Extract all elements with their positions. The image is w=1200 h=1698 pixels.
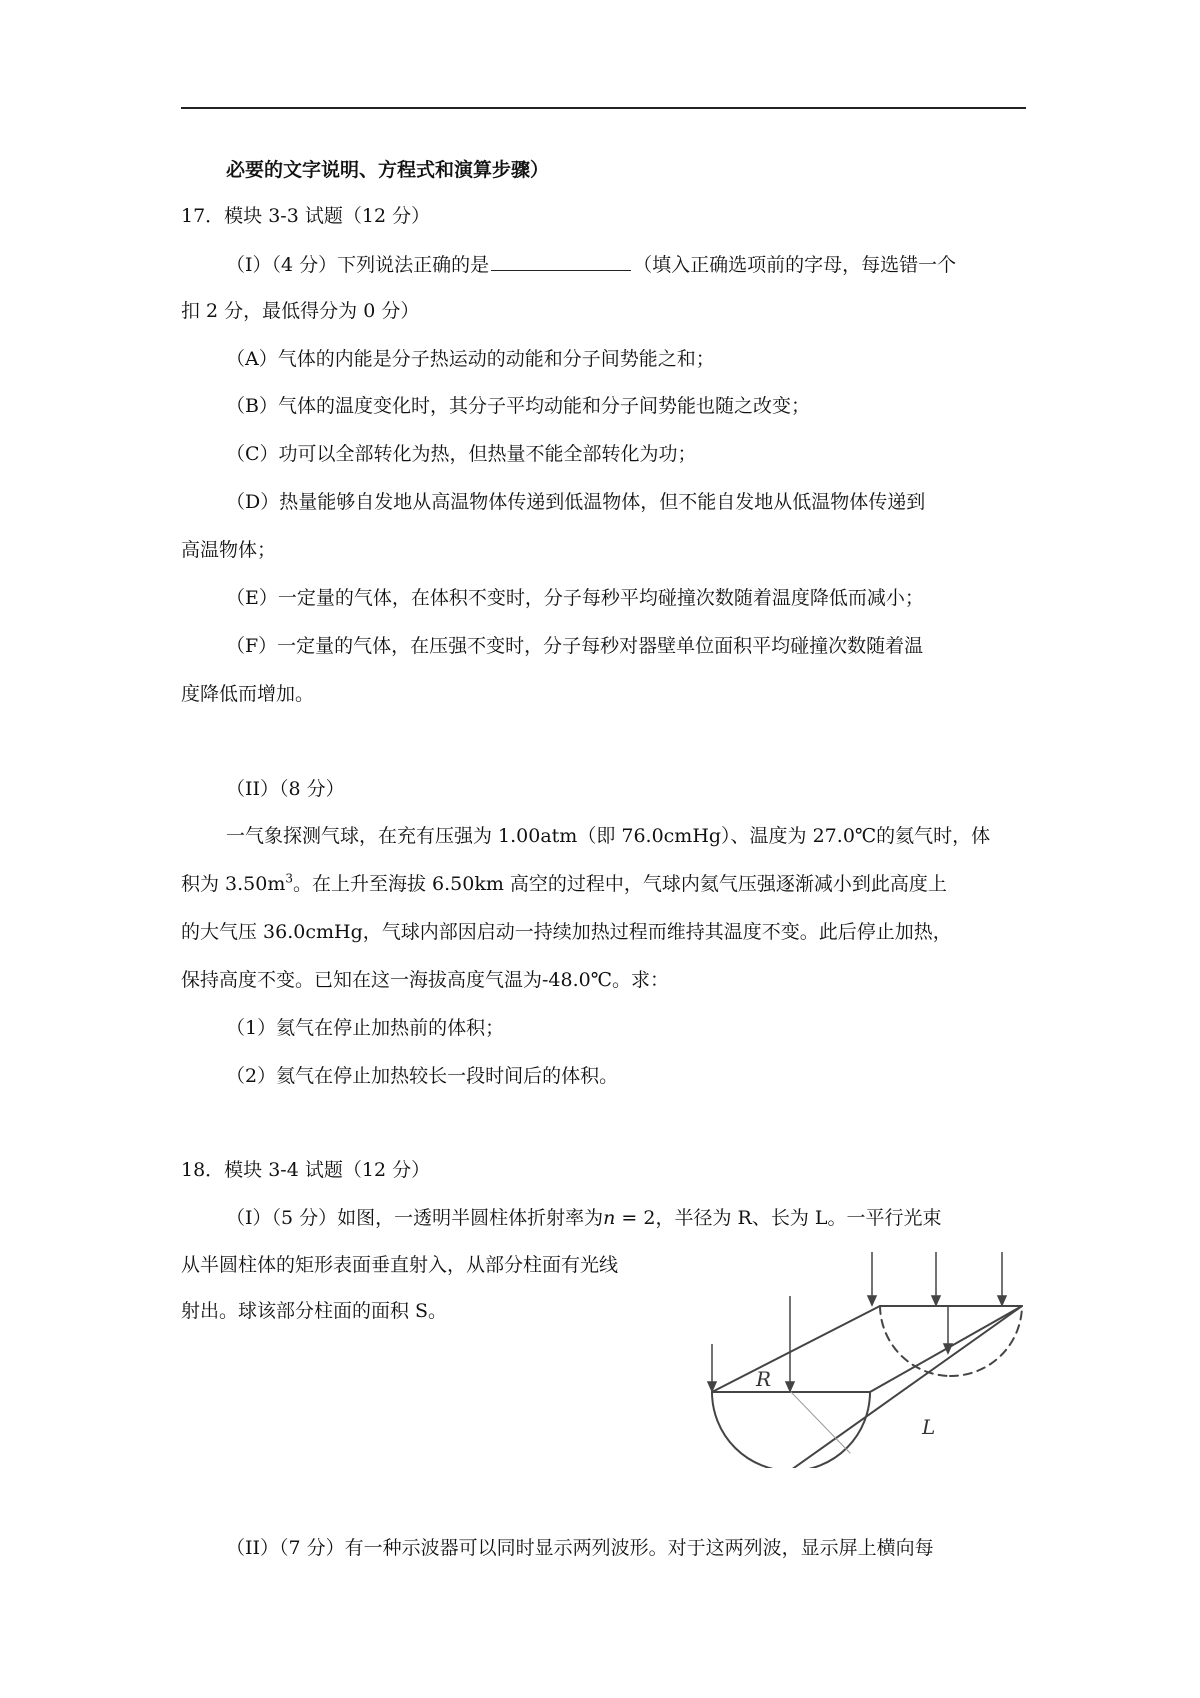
q17-part2-line2-b: 。在上升至海拔 6.50km 高空的过程中，气球内氦气压强逐渐减小到此高度上	[293, 873, 947, 895]
label-L: L	[922, 1415, 936, 1439]
n-variable: n	[603, 1207, 616, 1229]
option-d-line1: （D）热量能够自发地从高温物体传递到低温物体，但不能自发地从低温物体传递到	[226, 491, 926, 513]
q17-sub1: （1）氦气在停止加热前的体积；	[226, 1017, 505, 1039]
q17-part2-line1: 一气象探测气球，在充有压强为 1.00atm（即 76.0cmHg）、温度为 27.0℃的氦气时，体	[226, 825, 991, 847]
q17-part1-text-before: （I）（4 分）下列说法正确的是	[226, 254, 490, 276]
option-f-line1: （F）一定量的气体，在压强不变时，分子每秒对器壁单位面积平均碰撞次数随着温	[226, 635, 924, 657]
q17-part2-line3: 的大气压 36.0cmHg，气球内部因启动一持续加热过程而维持其温度不变。此后停止加热，	[181, 921, 952, 943]
q18-part1-text-a: （I）（5 分）如图，一透明半圆柱体折射率为	[226, 1207, 604, 1229]
q17-part1-line1	[226, 252, 956, 277]
q18-equation: = 2	[615, 1207, 656, 1229]
figure-top-left-edge	[712, 1306, 880, 1392]
superscript-3: 3	[285, 871, 294, 886]
option-e: （E）一定量的气体，在体积不变时，分子每秒平均碰撞次数随着温度降低而减小；	[226, 587, 924, 609]
option-f-line2: 度降低而增加。	[181, 683, 315, 705]
label-R: R	[756, 1367, 772, 1391]
option-d-line2: 高温物体；	[181, 539, 277, 561]
q18-part2-line1: （II）（7 分）有一种示波器可以同时显示两列波形。对于这两列波，显示屏上横向每	[226, 1537, 934, 1559]
figure-bottom-edge	[791, 1306, 1022, 1468]
q18-part1-line3: 射出。球该部分柱面的面积 S。	[181, 1300, 448, 1322]
q17-part1-text-after: （填入正确选项前的字母，每选错一个	[633, 254, 957, 276]
q18-part1-line1	[226, 1206, 942, 1230]
q18-title: 18．模块 3-4 试题（12 分）	[181, 1159, 431, 1181]
option-a: （A）气体的内能是分子热运动的动能和分子间势能之和；	[226, 348, 715, 370]
q18-part1-line2: 从半圆柱体的矩形表面垂直射入，从部分柱面有光线	[181, 1254, 619, 1276]
header-text: 必要的文字说明、方程式和演算步骤）	[226, 159, 550, 181]
q17-part2-line2-a: 积为 3.50m	[181, 873, 286, 895]
figure-radius-inner	[791, 1392, 850, 1453]
q17-sub2: （2）氦气在停止加热较长一段时间后的体积。	[226, 1065, 619, 1087]
q17-part2-title: （II）（8 分）	[226, 778, 345, 800]
q17-part2-line4: 保持高度不变。已知在这一海拔高度气温为-48.0℃。求：	[181, 969, 669, 991]
q18-part1-text-b: ，半径为 R、长为 L。一平行光束	[655, 1207, 942, 1229]
half-cylinder-figure	[700, 1248, 1030, 1468]
header-rule	[181, 107, 1026, 109]
q17-part1-line2: 扣 2 分，最低得分为 0 分）	[181, 300, 420, 322]
q17-title: 17．模块 3-3 试题（12 分）	[181, 205, 431, 227]
option-c: （C）功可以全部转化为热，但热量不能全部转化为功；	[226, 443, 697, 465]
q17-part2-line2	[181, 872, 947, 896]
option-b: （B）气体的温度变化时，其分子平均动能和分子间势能也随之改变；	[226, 395, 810, 417]
answer-blank[interactable]	[491, 252, 631, 271]
